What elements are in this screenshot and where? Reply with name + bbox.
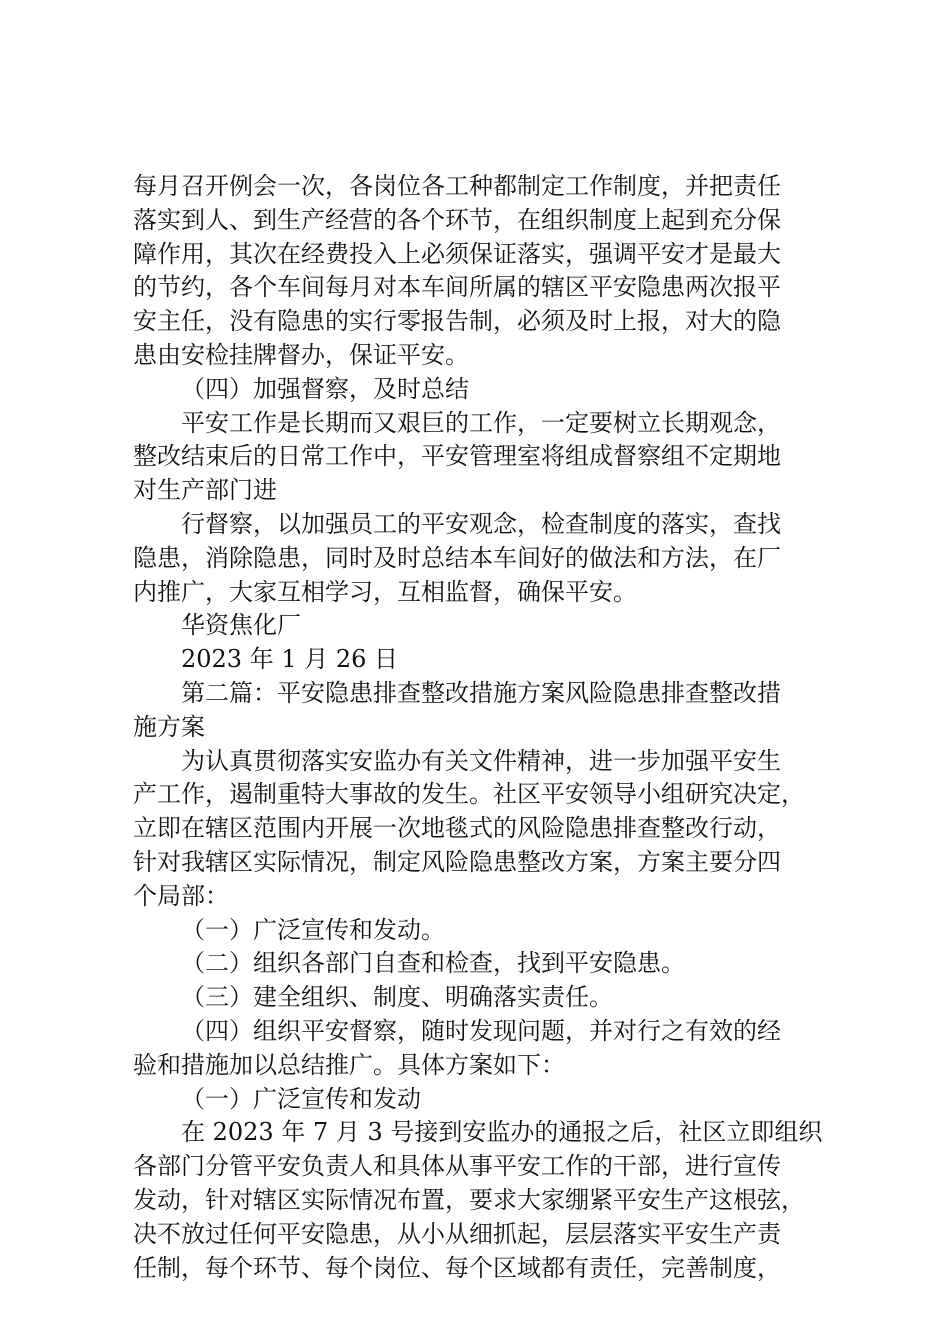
paragraph [133,609,823,643]
text-line: 产工作，遏制重特大事故的发生。社区平安领导小组研究决定， [133,780,805,809]
text-line: 个局部： [133,881,229,910]
text-line: 安主任，没有隐患的实行零报告制，必须及时上报，对大的隐 [133,307,781,336]
paragraph [133,981,823,1015]
document-body [133,170,823,1285]
text-line: 障作用，其次在经费投入上必须保证落实，强调平安才是最大 [133,239,781,268]
text-line: 2023 年 1 月 26 日 [181,645,399,674]
text-line: 整改结束后的日常工作中，平安管理室将组成督察组不定期地 [133,442,781,471]
text-line: 平安工作是长期而又艰巨的工作，一定要树立长期观念， [181,408,781,437]
paragraph [133,643,823,677]
text-line: 患由安检挂牌督办，保证平安。 [133,340,469,369]
paragraph [133,1083,823,1117]
paragraph [133,745,823,914]
text-line: 针对我辖区实际情况，制定风险隐患整改方案，方案主要分四 [133,847,781,876]
text-line: （一）广泛宣传和发动 [181,1084,421,1113]
text-line: 各部门分管平安负责人和具体从事平安工作的干部，进行宣传 [133,1152,781,1181]
text-line: 隐患，消除隐患，同时及时总结本车间好的做法和方法，在厂 [133,543,781,572]
paragraph [133,914,823,948]
text-line: 决不放过任何平安隐患，从小从细抓起，层层落实平安生产责 [133,1219,781,1248]
text-line: 发动，针对辖区实际情况布置，要求大家绷紧平安生产这根弦， [133,1185,805,1214]
text-line: 落实到人、到生产经营的各个环节，在组织制度上起到充分保 [133,205,781,234]
text-line: 任制，每个环节、每个岗位、每个区域都有责任，完善制度， [133,1253,781,1282]
text-line: 第二篇：平安隐患排查整改措施方案风险隐患排查整改措 [181,678,781,707]
text-line: 内推广，大家互相学习，互相监督，确保平安。 [133,577,637,606]
text-line: 验和措施加以总结推广。具体方案如下： [133,1050,565,1079]
paragraph [133,1015,823,1083]
text-line: 行督察，以加强员工的平安观念，检查制度的落实，查找 [181,509,781,538]
text-line: （四）加强督察，及时总结 [181,374,469,403]
text-line: （四）组织平安督察，随时发现问题，并对行之有效的经 [181,1016,781,1045]
paragraph [133,373,823,407]
paragraph [133,170,823,373]
paragraph [133,1116,823,1285]
paragraph [133,508,823,609]
text-line: （一）广泛宣传和发动。 [181,915,445,944]
text-line: 对生产部门进 [133,476,277,505]
text-line: 华资焦化厂 [181,611,301,640]
text-line: （三）建全组织、制度、明确落实责任。 [181,983,613,1012]
paragraph [133,407,823,508]
text-line: 为认真贯彻落实安监办有关文件精神，进一步加强平安生 [181,746,781,775]
text-line: 的节约，各个车间每月对本车间所属的辖区平安隐患两次报平 [133,273,781,302]
paragraph [133,677,823,745]
text-line: 施方案 [133,712,205,741]
text-line: 每月召开例会一次，各岗位各工种都制定工作制度，并把责任 [133,172,781,200]
paragraph [133,947,823,981]
text-line: 立即在辖区范围内开展一次地毯式的风险隐患排查整改行动， [133,814,781,843]
text-line: 在 2023 年 7 月 3 号接到安监办的通报之后，社区立即组织 [181,1118,823,1147]
text-line: （二）组织各部门自查和检查，找到平安隐患。 [181,949,685,978]
